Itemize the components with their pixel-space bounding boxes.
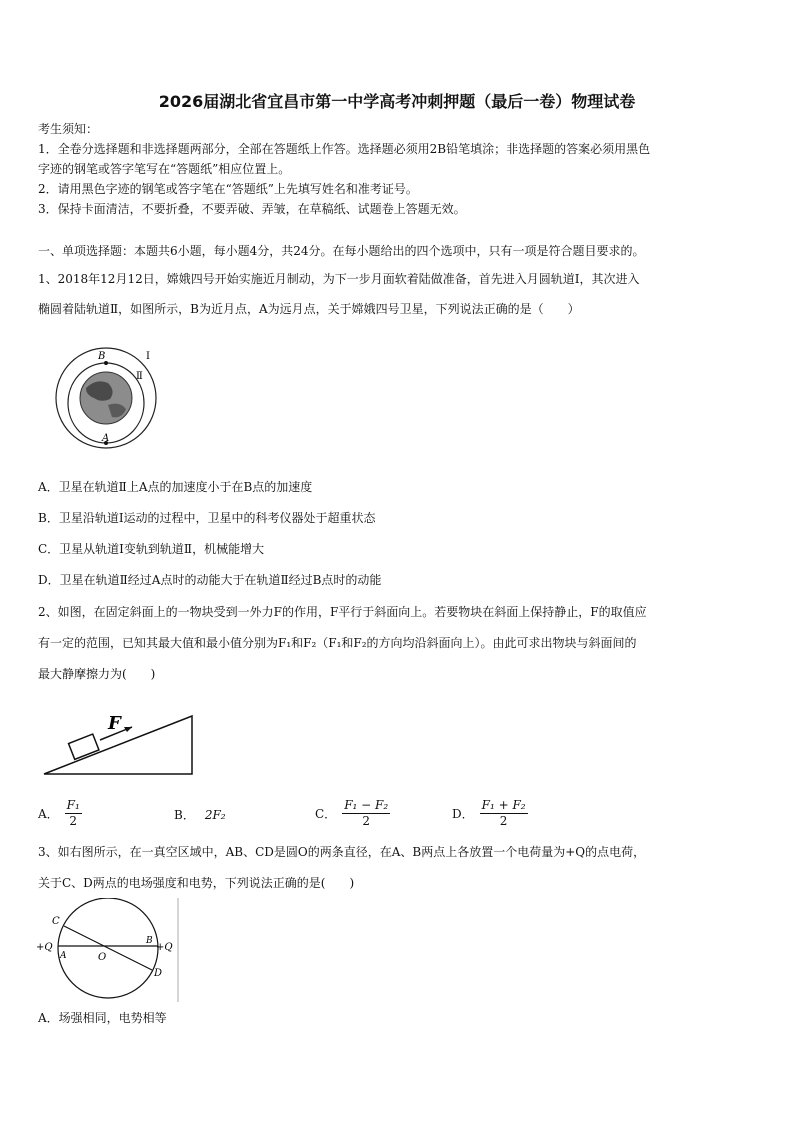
q1-stem-line-2: 椭圆着陆轨道Ⅱ，如图所示，B为近月点，A为远月点，关于嫦娥四号卫星，下列说法正确的是（ ） (38, 302, 580, 316)
label-a: A (102, 433, 110, 444)
q1-orbit-figure (46, 343, 164, 453)
notice-line-1: 1．全卷分选择题和非选择题两部分，全部在答题纸上作答。选择题必须用2B铅笔填涂；非选择题的答案必须用黑色 (38, 142, 651, 156)
q3-option-a: A．场强相同，电势相等 (38, 1011, 167, 1025)
page-title: 2026届湖北省宜昌市第一中学高考冲刺押题（最后一卷）物理试卷 (158, 92, 636, 111)
q1-option-a: A．卫星在轨道Ⅱ上A点的加速度小于在B点的加速度 (38, 480, 313, 494)
q2-option-a-label: A． (38, 807, 59, 821)
q2-option-a-denominator: 2 (69, 814, 78, 828)
diameter-cd (64, 926, 152, 970)
label-plus-q-right: +Q (156, 942, 173, 953)
label-c: C (52, 916, 60, 927)
label-orbit-1: Ⅰ (146, 351, 150, 362)
q2-option-a (38, 798, 82, 829)
notice-heading: 考生须知： (38, 122, 99, 136)
q2-option-c-numerator: F₁ − F₂ (344, 798, 389, 812)
q2-option-a-fraction (65, 798, 82, 829)
notice-line-4: 3．保持卡面清洁，不要折叠，不要弄破、弄皱，在草稿纸、试题卷上答题无效。 (38, 202, 466, 216)
q1-option-d: D．卫星在轨道Ⅱ经过A点时的动能大于在轨道Ⅱ经过B点时的动能 (38, 573, 382, 587)
q2-option-d-numerator: F₁ + F₂ (481, 798, 526, 812)
q2-option-d-fraction (480, 798, 528, 829)
q3-circle-figure (36, 898, 186, 1004)
q2-option-b (174, 806, 226, 823)
q2-option-b-expression: 2F₂ (204, 807, 226, 822)
q2-stem-line-3: 最大静摩擦力为( ) (38, 667, 156, 681)
force-label: F (108, 713, 121, 734)
block-shape (69, 734, 99, 759)
label-orbit-2: Ⅱ (136, 371, 143, 382)
q1-option-c: C．卫星从轨道Ⅰ变轨到轨道Ⅱ，机械能增大 (38, 542, 265, 556)
q2-option-d (452, 798, 528, 829)
q3-stem-line-2: 关于C、D两点的电场强度和电势，下列说法正确的是( ) (38, 876, 355, 890)
label-b: B (98, 351, 106, 362)
q2-incline-figure (40, 710, 200, 780)
q2-option-c (315, 798, 390, 829)
notice-line-2: 字迹的钢笔或答字笔写在“答题纸”相应位置上。 (38, 162, 291, 176)
q2-option-c-label: C． (315, 807, 337, 821)
label-b: B (146, 936, 153, 946)
q1-stem-line-1: 1、2018年12月12日，嫦娥四号开始实施近月制动，为下一步月面软着陆做准备，首先进入月圆轨道Ⅰ，其次进入 (38, 272, 640, 286)
label-a: A (60, 951, 67, 961)
q2-stem-line-2: 有一定的范围，已知其最大值和最小值分别为F₁和F₂（F₁和F₂的方向均沿斜面向上）。由此可求出物块与斜面间的 (38, 636, 637, 650)
q2-option-d-denominator: 2 (499, 814, 508, 828)
q2-option-c-fraction (342, 798, 390, 829)
label-o: O (98, 952, 107, 963)
q1-option-b: B．卫星沿轨道Ⅰ运动的过程中，卫星中的科考仪器处于超重状态 (38, 511, 376, 525)
label-plus-q-left: +Q (36, 942, 53, 953)
section-heading: 一、单项选择题：本题共6小题，每小题4分，共24分。在每小题给出的四个选项中，只有一项是符合题目要求的。 (38, 244, 645, 258)
q2-option-c-denominator: 2 (362, 814, 370, 828)
q2-options-row (38, 796, 638, 836)
label-d: D (154, 968, 163, 979)
q2-option-b-label: B． (174, 808, 195, 822)
q2-stem-line-1: 2、如图，在固定斜面上的一物块受到一外力F的作用，F平行于斜面向上。若要物块在斜面上保持静止，F的取值应 (38, 605, 647, 619)
notice-line-3: 2．请用黑色字迹的钢笔或答字笔在“答题纸”上先填写姓名和准考证号。 (38, 182, 418, 196)
q2-option-d-label: D． (452, 807, 474, 821)
q2-option-a-numerator: F₁ (66, 798, 80, 812)
q3-stem-line-1: 3、如右图所示，在一真空区域中，AB、CD是圆O的两条直径，在A、B两点上各放置一个电荷量为+Q的点电荷， (38, 845, 646, 859)
